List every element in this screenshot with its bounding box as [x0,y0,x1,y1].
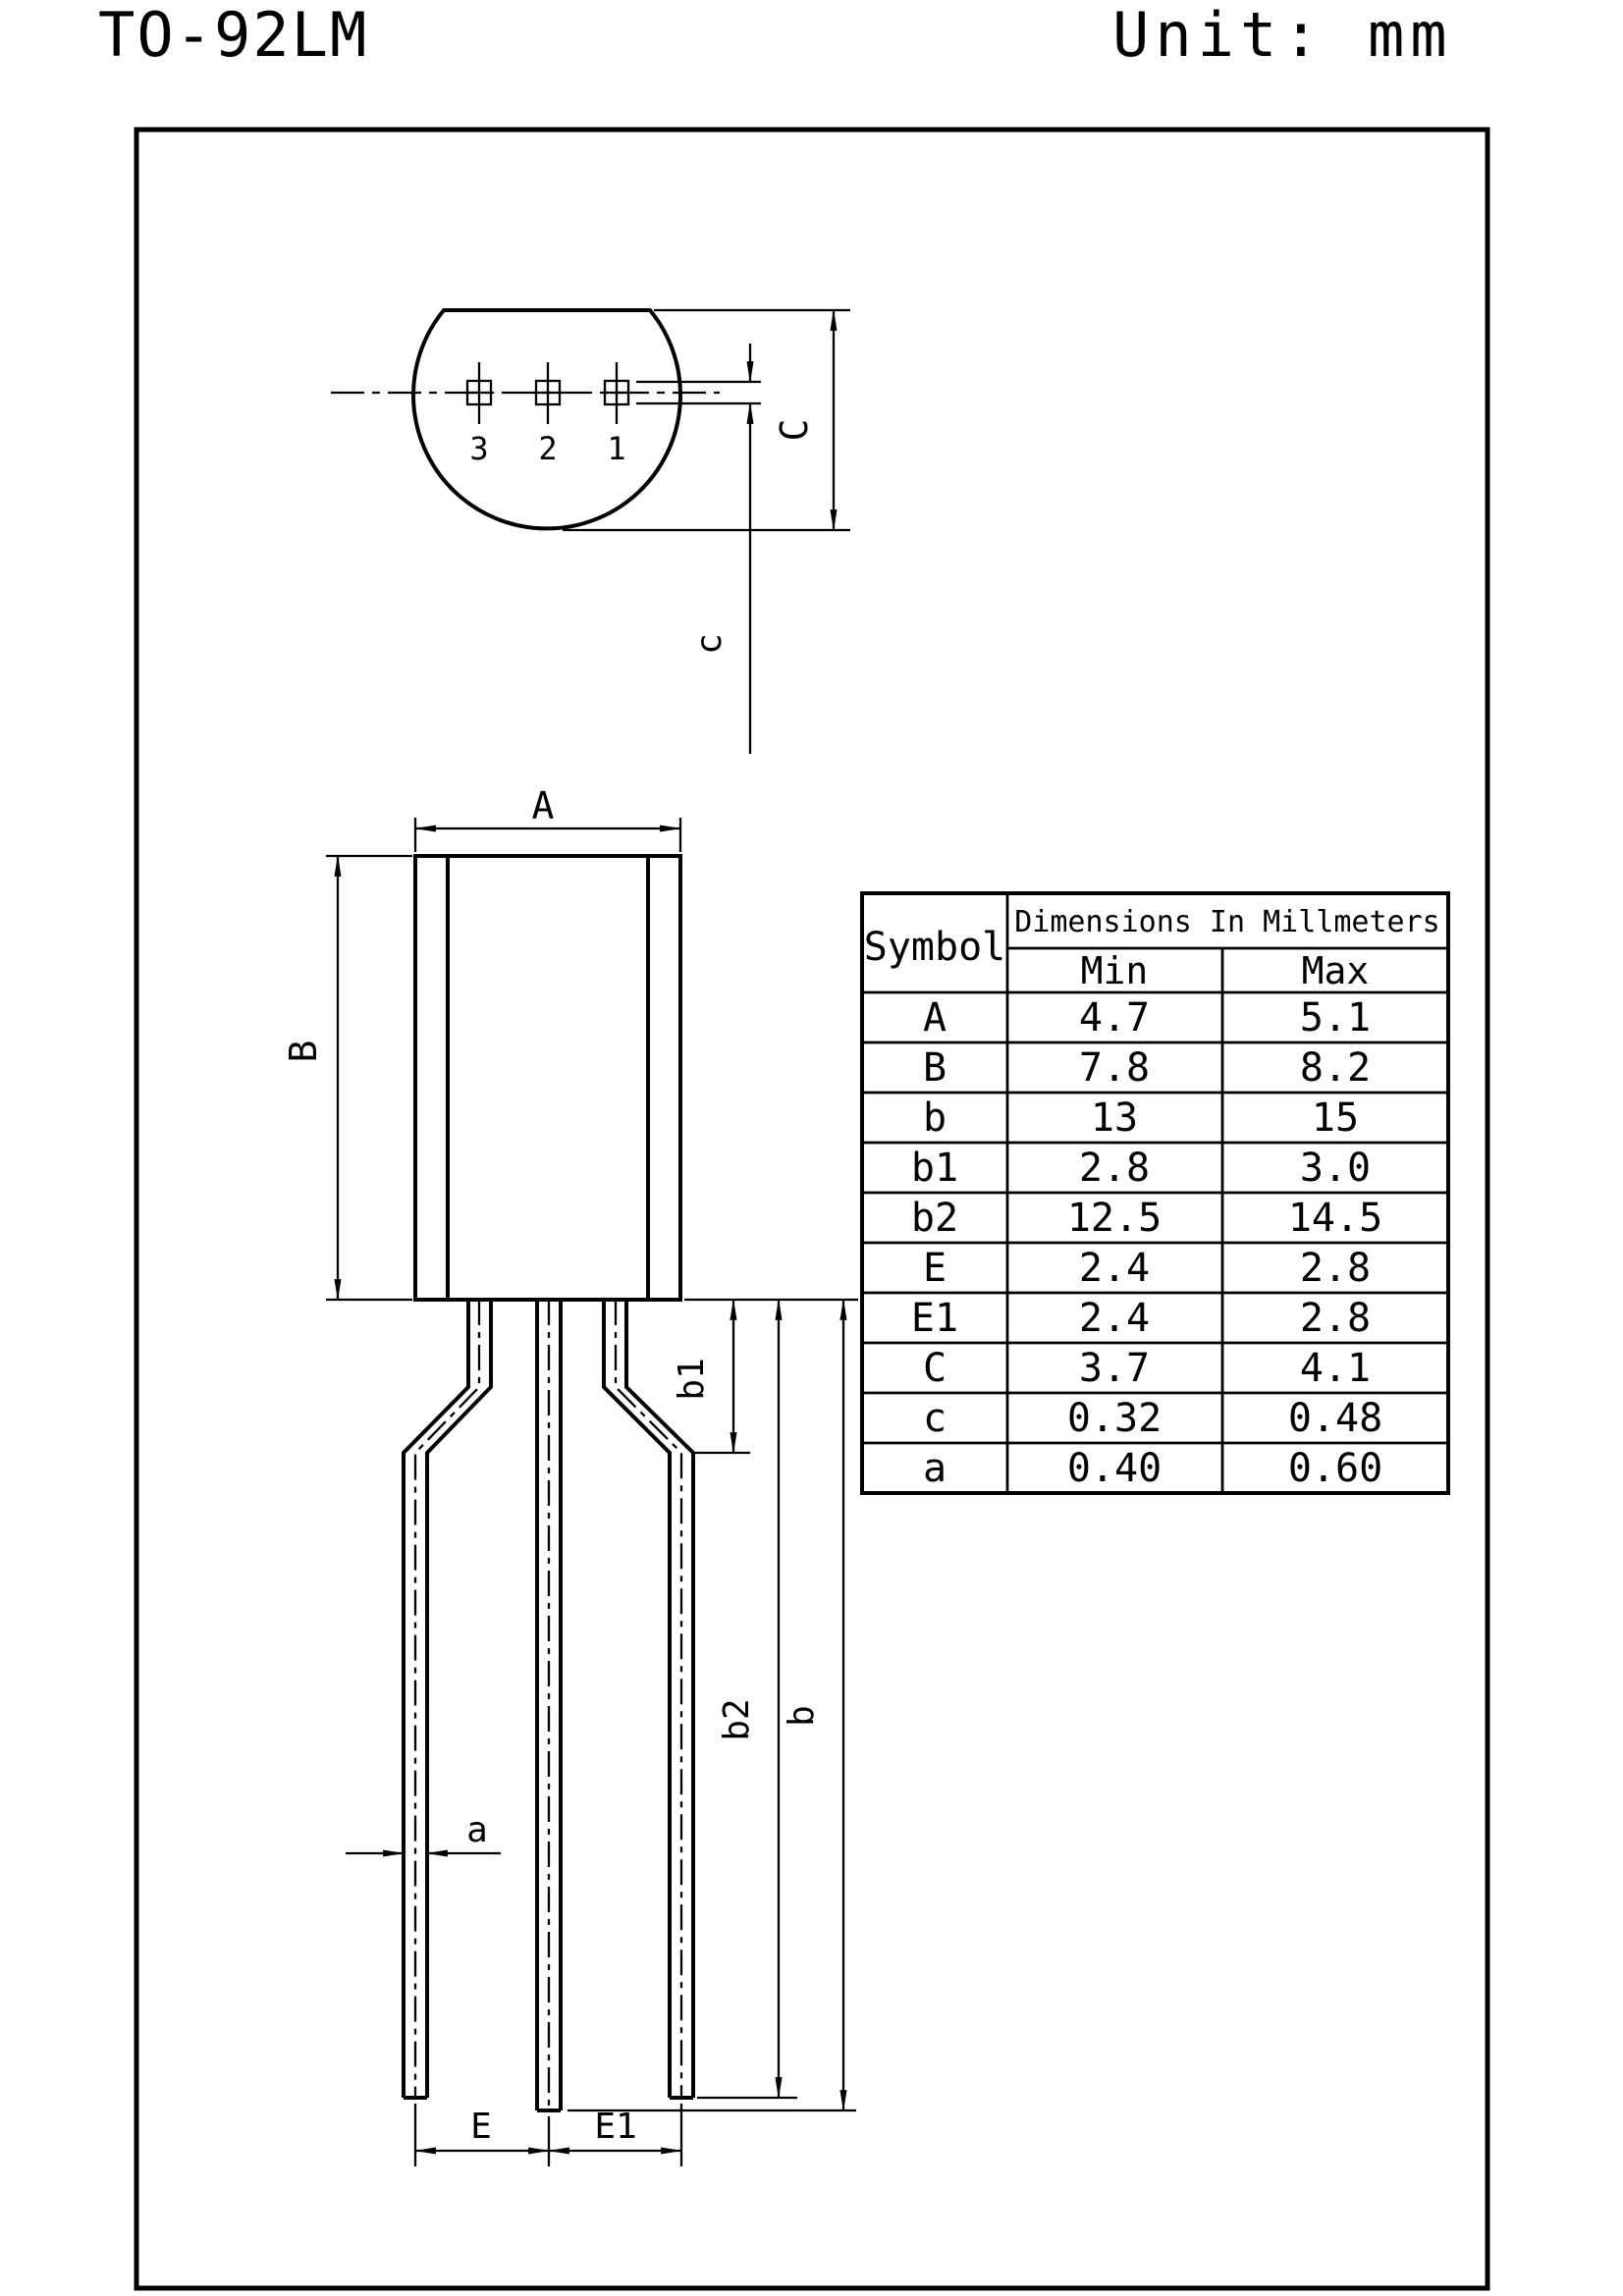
drawing-border [136,130,1488,2288]
cell-max: 5.1 [1299,995,1372,1041]
dim-label-A: A [531,784,555,828]
cell-min: 7.8 [1078,1045,1151,1091]
table-row [923,1446,1382,1491]
dim-label-E: E [470,2107,492,2147]
dim-b2 [697,1300,797,2098]
cell-min: 2.4 [1078,1296,1151,1341]
page-title: TO-92LM [98,0,369,71]
table-row [923,1246,1371,1291]
cell-symbol: b [922,1095,947,1141]
cell-min: 4.7 [1078,995,1151,1041]
lead-left [404,1300,491,2098]
cell-max: 0.60 [1287,1446,1383,1491]
dim-label-c: c [689,633,730,655]
cell-max: 15 [1311,1095,1360,1141]
table-header-max: Max [1301,949,1370,992]
table-header-symbol: Symbol [863,925,1006,970]
dim-B [282,856,412,1300]
dim-c [689,344,750,754]
dim-E1 [549,2107,681,2151]
dim-label-b2: b2 [717,1698,757,1741]
pin-label-1: 1 [607,430,626,467]
cell-min: 2.8 [1078,1146,1151,1191]
table-row [923,1396,1382,1441]
cell-symbol: c [922,1396,947,1441]
lead-center [537,1300,561,2110]
table-header-dimensions: Dimensions In Millmeters [1014,905,1440,939]
dim-label-C: C [773,418,816,442]
cell-symbol: C [922,1346,947,1391]
cell-symbol: b1 [910,1146,959,1191]
dim-label-b1: b1 [672,1358,712,1401]
cell-symbol: A [922,995,947,1041]
pin-label-2: 2 [538,430,558,467]
cell-max: 0.48 [1287,1396,1383,1441]
cell-symbol: a [922,1446,947,1491]
dim-b1 [672,1300,750,1453]
body-front-outline [415,856,680,1300]
table-row [923,995,1371,1041]
cell-symbol: E1 [910,1296,959,1341]
cell-max: 3.0 [1299,1146,1372,1191]
dim-label-a: a [466,1810,488,1850]
table-row [911,1296,1371,1341]
dim-a [346,1810,501,1853]
table-row [923,1346,1371,1391]
cell-symbol: b2 [910,1196,959,1241]
pin-1 [605,362,628,424]
lead-right [604,1300,693,2098]
cell-max: 4.1 [1299,1346,1372,1391]
cell-min: 0.40 [1066,1446,1163,1491]
front-view [282,784,858,2166]
dim-label-b: b [782,1705,822,1727]
table-header-min: Min [1080,949,1149,992]
dimensions-table [862,893,1448,1493]
dim-C [563,310,850,530]
unit-label: Unit: mm [1112,0,1453,71]
cell-max: 14.5 [1287,1196,1383,1241]
dim-A [415,784,680,852]
pin-label-3: 3 [469,430,489,467]
dim-E [415,2104,681,2166]
dim-label-B: B [282,1040,325,1063]
cell-max: 8.2 [1299,1045,1372,1091]
cell-min: 3.7 [1078,1346,1151,1391]
cell-symbol: B [922,1045,947,1091]
cell-min: 13 [1090,1095,1139,1141]
cell-symbol: E [922,1246,947,1291]
table-row [923,1045,1371,1091]
table-row [911,1146,1371,1191]
pin-2 [536,362,560,424]
top-view [331,310,850,754]
cell-max: 2.8 [1299,1246,1372,1291]
cell-min: 0.32 [1066,1396,1163,1441]
cell-min: 2.4 [1078,1246,1151,1291]
dim-label-E1: E1 [594,2107,637,2147]
table-row [911,1196,1382,1241]
dim-b [568,1300,856,2110]
cell-max: 2.8 [1299,1296,1372,1341]
cell-min: 12.5 [1066,1196,1163,1241]
table-row [923,1095,1359,1141]
pin-3 [467,362,491,424]
